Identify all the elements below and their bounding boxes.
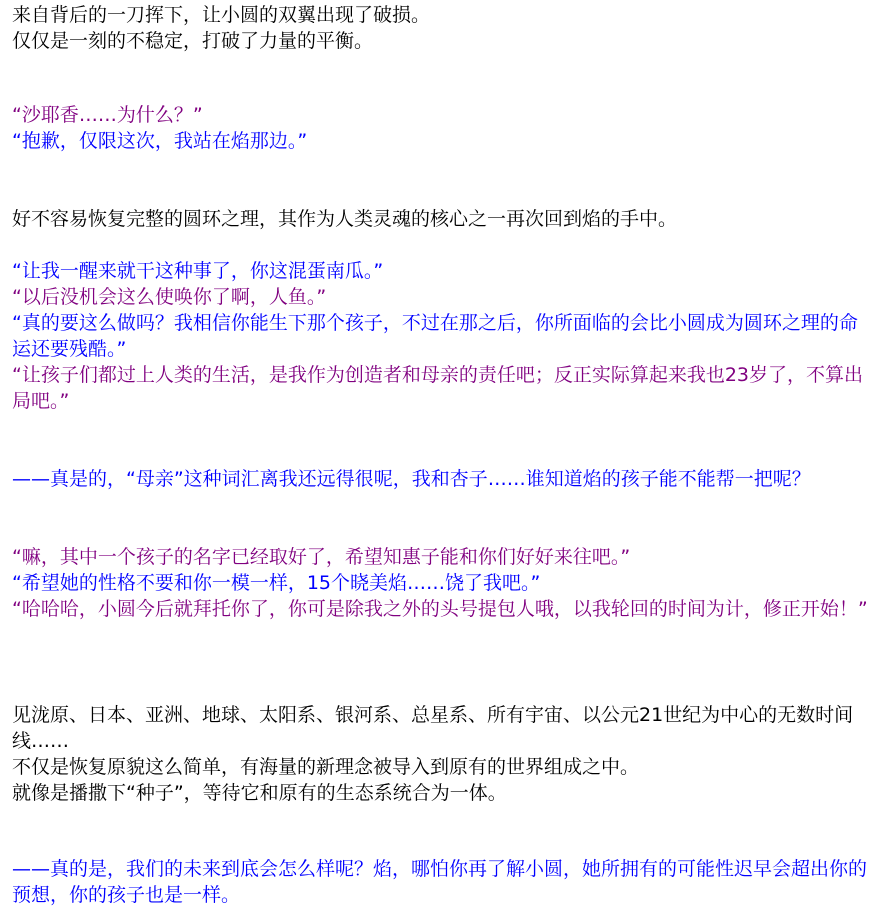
monologue-line: ——真是的，“母亲”这种词汇离我还远得很呢，我和杏子……谁知道焰的孩子能不能帮一把呢？ — [12, 468, 811, 490]
monologue-2 — [12, 856, 874, 908]
narration-line: 见泷原、日本、亚洲、地球、太阳系、银河系、总星系、所有宇宙、以公元21世纪为中心的无数时间线…… — [12, 704, 854, 752]
dialogue-block-1 — [12, 102, 874, 154]
dialogue-line: “沙耶香……为什么？” — [12, 104, 203, 126]
narration-line: 好不容易恢复完整的圆环之理，其作为人类灵魂的核心之一再次回到焰的手中。 — [12, 208, 678, 230]
paragraph-2 — [12, 206, 874, 232]
narration-line: 来自背后的一刀挥下，让小圆的双翼出现了破损。 — [12, 4, 431, 26]
narration-line: 就像是播撒下“种子”，等待它和原有的生态系统合为一体。 — [12, 782, 507, 804]
dialogue-line: “以后没机会这么使唤你了啊，人鱼。” — [12, 286, 327, 308]
dialogue-line: “真的要这么做吗？我相信你能生下那个孩子，不过在那之后，你所面临的会比小圆成为圆环之理的命运还要残酷。” — [12, 312, 858, 360]
paragraph-1 — [12, 2, 874, 54]
dialogue-line: “希望她的性格不要和你一模一样，15个晓美焰……饶了我吧。” — [12, 572, 541, 594]
dialogue-block-2 — [12, 258, 874, 414]
dialogue-line: “让孩子们都过上人类的生活，是我作为创造者和母亲的责任吧；反正实际算起来我也23岁了，不算出局吧。” — [12, 364, 864, 412]
narration-line: 不仅是恢复原貌这么简单，有海量的新理念被导入到原有的世界组成之中。 — [12, 756, 640, 778]
paragraph-3 — [12, 702, 874, 806]
dialogue-block-3 — [12, 544, 874, 622]
narration-line: 仅仅是一刻的不稳定，打破了力量的平衡。 — [12, 30, 374, 52]
dialogue-line: “抱歉，仅限这次，我站在焰那边。” — [12, 130, 308, 152]
monologue-line: ——真的是，我们的未来到底会怎么样呢？焰，哪怕你再了解小圆，她所拥有的可能性迟早会超出你的预想，你的孩子也是一样。 — [12, 858, 868, 906]
dialogue-line: “嘛，其中一个孩子的名字已经取好了，希望知惠子能和你们好好来往吧。” — [12, 546, 631, 568]
monologue-1 — [12, 466, 874, 492]
dialogue-line: “哈哈哈，小圆今后就拜托你了，你可是除我之外的头号提包人哦，以我轮回的时间为计，修正开始！” — [12, 598, 868, 620]
dialogue-line: “让我一醒来就干这种事了，你这混蛋南瓜。” — [12, 260, 384, 282]
